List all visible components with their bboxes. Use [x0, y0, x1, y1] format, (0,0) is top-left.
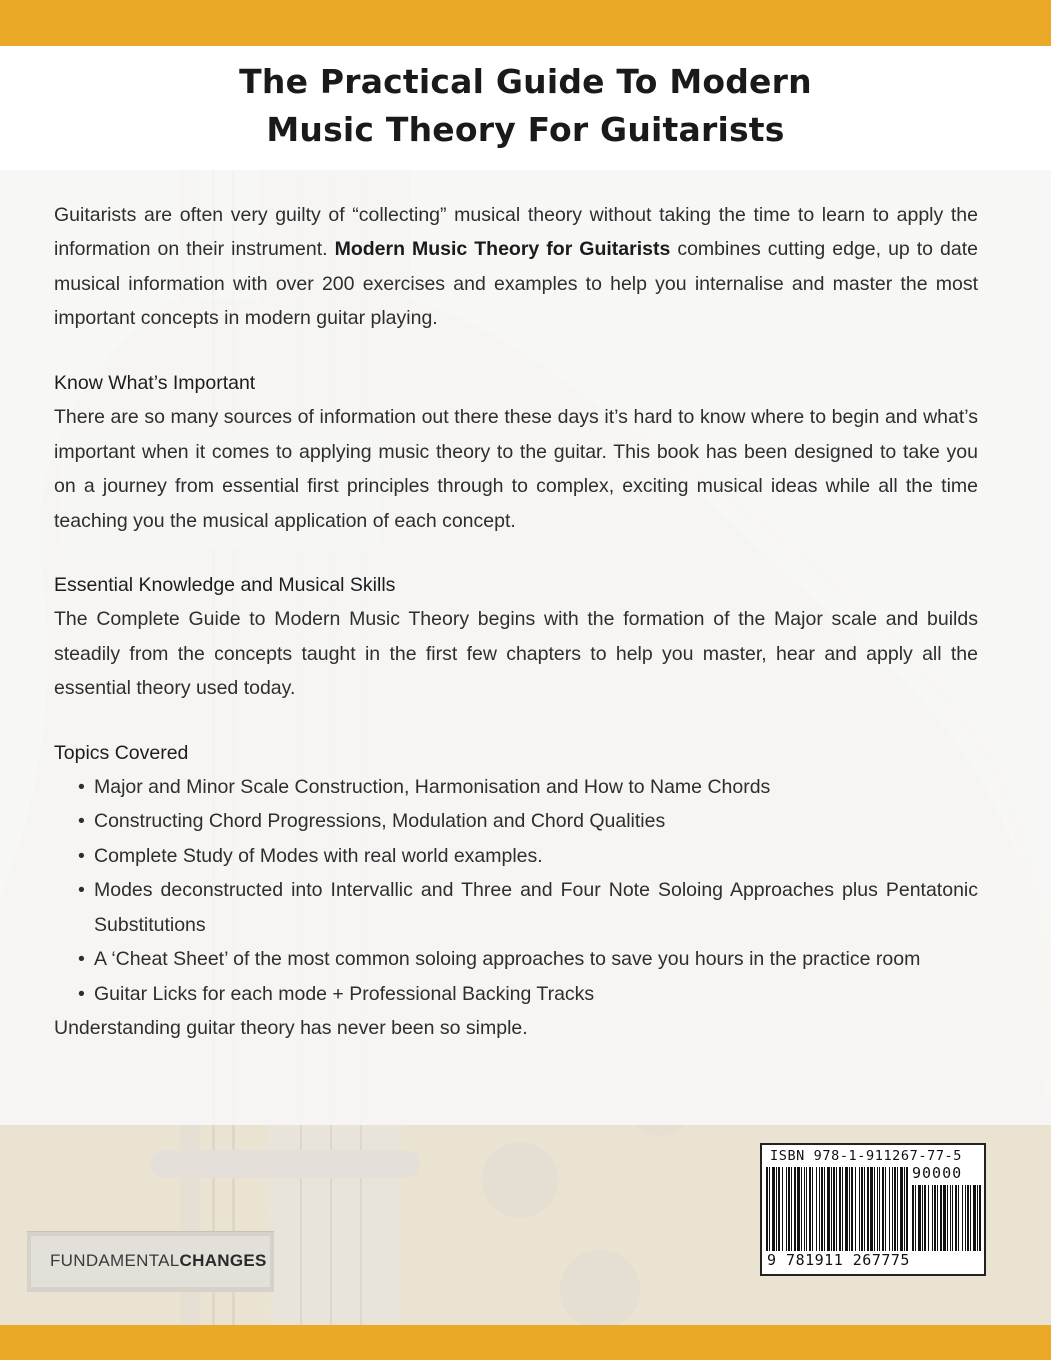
- barcode-bar: [934, 1185, 936, 1251]
- barcode-bar: [824, 1167, 825, 1251]
- barcode-bar: [791, 1167, 792, 1251]
- bullet: •: [78, 776, 85, 799]
- barcode-bar: [801, 1167, 802, 1251]
- bullet: •: [78, 879, 85, 902]
- barcode-bar: [932, 1185, 933, 1251]
- barcode-bar: [894, 1167, 896, 1251]
- barcode-bar: [937, 1185, 938, 1251]
- barcode-bar: [797, 1167, 800, 1251]
- barcode-bar: [922, 1185, 923, 1251]
- barcode-bar: [849, 1167, 850, 1251]
- intro-book-title: Modern Music Theory for Guitarists: [334, 238, 671, 261]
- barcode-bar: [859, 1167, 860, 1251]
- publisher-logo: [27, 1231, 274, 1292]
- barcode-bar: [821, 1167, 823, 1251]
- barcode-bar: [766, 1167, 768, 1251]
- topics-heading: Topics Covered: [54, 741, 189, 764]
- barcode-bar: [952, 1185, 953, 1251]
- bullet: •: [78, 810, 85, 833]
- barcode-bar: [950, 1185, 951, 1251]
- book-title-line-2: Music Theory For Guitarists: [266, 110, 785, 149]
- barcode-bar: [833, 1167, 835, 1251]
- section-body-important: There are so many sources of information out there these days it’s hard to know where to begin and what’s important when it comes to applying music theory to the guitar. This book has been designed to take you on a journey from essential first principles through to complex, exciting musical ideas while all the time teaching you the musical application of each concept.: [54, 406, 978, 532]
- barcode-bar: [809, 1167, 811, 1251]
- list-item: [54, 770, 978, 804]
- barcode-bar: [776, 1167, 777, 1251]
- barcode-bar: [778, 1167, 780, 1251]
- bullet: •: [78, 982, 85, 1005]
- bullet: •: [78, 844, 85, 867]
- barcode-bar: [885, 1167, 886, 1251]
- list-item: [54, 804, 978, 838]
- intro-text-before: Guitarists are often very guilty of “collecting” musical theory without taking the time to learn to apply the information on their instrument.: [54, 204, 978, 261]
- barcode-bar: [928, 1185, 929, 1251]
- barcode-bar: [812, 1167, 813, 1251]
- barcode-bar: [874, 1167, 875, 1251]
- bullet: •: [78, 948, 85, 971]
- price-code: 90000: [912, 1164, 963, 1182]
- barcode-bar: [892, 1167, 893, 1251]
- barcode-bar: [924, 1185, 926, 1251]
- barcode-bar: [947, 1185, 948, 1251]
- barcode-bar: [827, 1167, 830, 1251]
- barcode-bar: [958, 1185, 959, 1251]
- topics-list: [54, 770, 978, 1011]
- title-block: [0, 46, 1051, 170]
- topic-text: A ‘Cheat Sheet’ of the most common soloing approaches to save you hours in the practice room: [94, 948, 921, 971]
- barcode-bar: [918, 1185, 921, 1251]
- list-item: [54, 977, 978, 1011]
- barcode-bar: [915, 1185, 916, 1251]
- barcode-bar: [970, 1185, 971, 1251]
- intro-paragraph: [54, 198, 978, 336]
- barcode-bar: [900, 1167, 903, 1251]
- top-color-band: [0, 0, 1051, 46]
- barcode-bar: [877, 1167, 878, 1251]
- barcode-bar: [794, 1167, 796, 1251]
- intro-text-after: combines cutting edge, up to date musical information with over 200 exercises and examples to help you internalise and master the most important concepts in modern guitar playing.: [54, 238, 978, 330]
- topic-text: Complete Study of Modes with real world examples.: [94, 844, 543, 867]
- barcode-bar: [955, 1185, 957, 1251]
- barcode-bar: [861, 1167, 863, 1251]
- barcode-bar: [882, 1167, 884, 1251]
- barcode-bar: [965, 1185, 966, 1251]
- barcode-bar: [864, 1167, 865, 1251]
- barcode-bar: [979, 1185, 981, 1251]
- barcode-bar: [906, 1167, 908, 1251]
- barcode-bar: [831, 1167, 832, 1251]
- logo-word-light: FUNDAMENTAL: [50, 1251, 180, 1270]
- barcode-bar: [940, 1185, 942, 1251]
- barcode-bar: [836, 1167, 837, 1251]
- barcode-bar: [772, 1167, 775, 1251]
- logo-wordmark: [50, 1251, 267, 1271]
- list-item: [54, 942, 978, 976]
- barcode-bar: [788, 1167, 790, 1251]
- book-title-line-1: The Practical Guide To Modern: [239, 62, 812, 101]
- barcode-bar: [867, 1167, 869, 1251]
- isbn-number: ISBN 978-1-911267-77-5: [770, 1148, 963, 1164]
- topic-text: Guitar Licks for each mode + Professional Backing Tracks: [94, 982, 595, 1005]
- barcode-bar: [943, 1185, 946, 1251]
- list-item: [54, 873, 978, 942]
- barcode-bar: [967, 1185, 969, 1251]
- blurb-content: [54, 198, 978, 1045]
- ean-digits: 9 781911 267775: [767, 1251, 910, 1269]
- barcode-bar: [912, 1185, 914, 1251]
- barcode-bar: [842, 1167, 843, 1251]
- barcode-bar: [782, 1167, 783, 1251]
- section-heading-important: Know What’s Important: [54, 372, 256, 394]
- barcode-bar: [845, 1167, 848, 1251]
- barcode-bar: [897, 1167, 898, 1251]
- barcode-bar: [851, 1167, 853, 1251]
- barcode-bar: [855, 1167, 856, 1251]
- section-heading-knowledge: Essential Knowledge and Musical Skills: [54, 574, 396, 597]
- barcode-bar: [977, 1185, 978, 1251]
- barcode-bar: [806, 1167, 807, 1251]
- topic-text: Constructing Chord Progressions, Modulation and Chord Qualities: [94, 810, 666, 833]
- closing-line: Understanding guitar theory has never been so simple.: [54, 1016, 528, 1039]
- barcode-bar: [879, 1167, 880, 1251]
- barcode-bar: [870, 1167, 873, 1251]
- barcode-bar: [816, 1167, 817, 1251]
- section-body-knowledge: The Complete Guide to Modern Music Theory begins with the formation of the Major scale and builds steadily from the concepts taught in the first few chapters to help you master, hear and apply all the essential theory used today.: [54, 608, 978, 700]
- barcode-bar: [804, 1167, 805, 1251]
- barcode-bar: [819, 1167, 820, 1251]
- topic-text: Modes deconstructed into Intervallic and Three and Four Note Soloing Approaches plus Pentatonic Substitutions: [94, 879, 978, 936]
- barcode-bar: [904, 1167, 905, 1251]
- barcode-bar: [973, 1185, 976, 1251]
- barcode-bar: [786, 1167, 787, 1251]
- barcode-bar: [769, 1167, 770, 1251]
- bottom-color-band: [0, 1325, 1051, 1360]
- list-item: [54, 839, 978, 873]
- barcode-bar: [839, 1167, 841, 1251]
- logo-word-bold: CHANGES: [179, 1251, 267, 1270]
- isbn-barcode: [760, 1143, 986, 1276]
- topic-text: Major and Minor Scale Construction, Harmonisation and How to Name Chords: [94, 776, 771, 799]
- barcode-bar: [889, 1167, 890, 1251]
- barcode-bar: [962, 1185, 963, 1251]
